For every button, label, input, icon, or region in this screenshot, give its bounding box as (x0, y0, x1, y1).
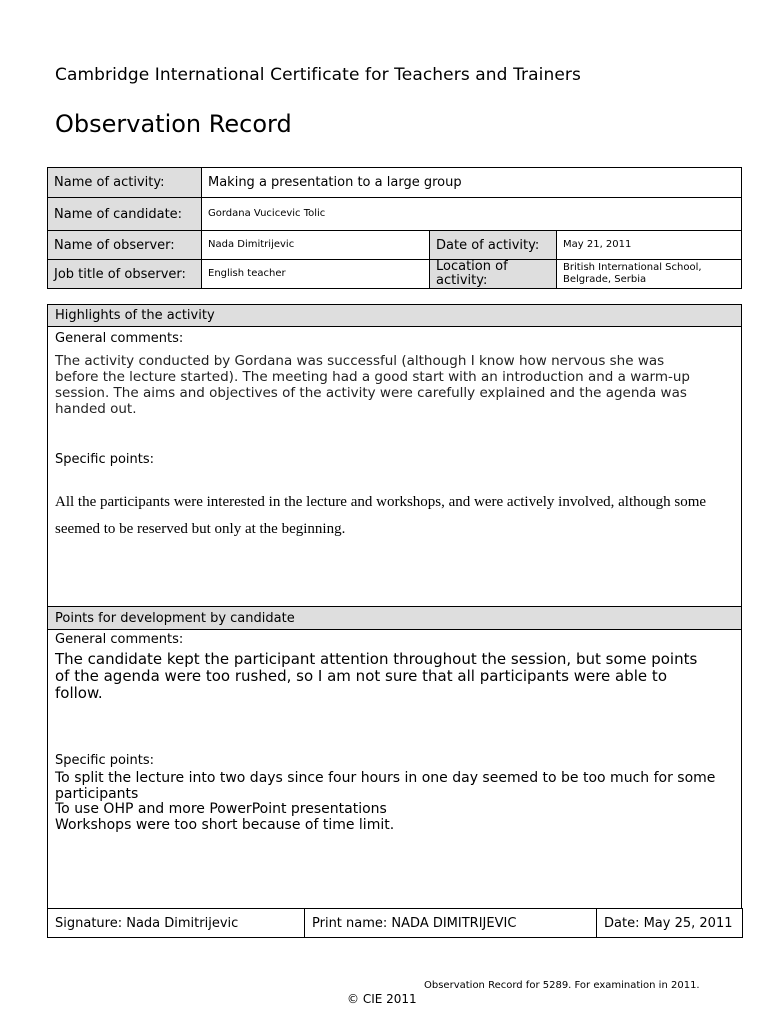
highlights-specific-points (55, 489, 740, 543)
highlights-specific-line: seemed to be reserved but only at the beginning. (55, 521, 346, 537)
location-value (557, 260, 742, 289)
highlights-general-line: before the lecture started). The meeting had a good start with an introduction and a warm-up (55, 369, 690, 385)
highlights-general-line: session. The aims and objectives of the activity were carefully explained and the agenda was (55, 385, 687, 401)
development-specific-line: To use OHP and more PowerPoint presentations (55, 801, 387, 817)
print-name-field: Print name: NADA DIMITRIJEVIC (305, 909, 597, 938)
location-value-line2: Belgrade, Serbia (563, 274, 647, 285)
highlights-header: Highlights of the activity (48, 305, 741, 327)
development-general-line: of the agenda were too rushed, so I am not sure that all participants were able to (55, 667, 667, 685)
development-general-label: General comments: (55, 632, 184, 647)
signature-table (47, 908, 743, 938)
copyright-text: © CIE 2011 (347, 992, 417, 1006)
certificate-title: Cambridge International Certificate for Teachers and Trainers (55, 65, 581, 85)
candidate-value: Gordana Vucicevic Tolic (202, 198, 742, 231)
highlights-general-label: General comments: (55, 331, 184, 346)
development-specific-line: participants (55, 785, 139, 802)
document-title: Observation Record (55, 110, 292, 138)
development-specific-points (55, 771, 745, 833)
observer-value: Nada Dimitrijevic (202, 231, 430, 260)
info-table (47, 167, 742, 289)
highlights-specific-label: Specific points: (55, 452, 155, 467)
activity-value: Making a presentation to a large group (202, 168, 742, 198)
development-general-comments (55, 651, 730, 702)
highlights-general-line: handed out. (55, 401, 137, 417)
activity-label: Name of activity: (48, 168, 202, 198)
development-general-line: follow. (55, 684, 103, 702)
date-label: Date of activity: (430, 231, 557, 260)
development-header: Points for development by candidate (48, 607, 741, 630)
highlights-specific-line: All the participants were interested in the lecture and workshops, and were actively involved, although some (55, 494, 707, 510)
date-value: May 21, 2011 (557, 231, 742, 260)
candidate-label: Name of candidate: (48, 198, 202, 231)
highlights-section (47, 304, 742, 607)
development-specific-label: Specific points: (55, 753, 155, 768)
location-value-line1: British International School, (563, 262, 702, 273)
location-label-line2: activity: (436, 273, 488, 288)
job-value: English teacher (202, 260, 430, 289)
highlights-general-line: The activity conducted by Gordana was successful (although I know how nervous she was (55, 353, 665, 369)
location-label-line1: Location of (436, 259, 508, 274)
development-section (47, 606, 742, 909)
development-specific-line: To split the lecture into two days since four hours in one day seemed to be too much for some (55, 770, 716, 786)
location-label (430, 260, 557, 289)
observer-label: Name of observer: (48, 231, 202, 260)
development-specific-line: Workshops were too short because of time limit. (55, 816, 395, 833)
development-general-line: The candidate kept the participant attention throughout the session, but some points (55, 650, 698, 668)
job-label: Job title of observer: (48, 260, 202, 289)
signature-field: Signature: Nada Dimitrijevic (48, 909, 305, 938)
signature-date-field: Date: May 25, 2011 (597, 909, 743, 938)
highlights-general-comments (55, 353, 730, 417)
footer-record-text: Observation Record for 5289. For examination in 2011. (424, 980, 700, 991)
